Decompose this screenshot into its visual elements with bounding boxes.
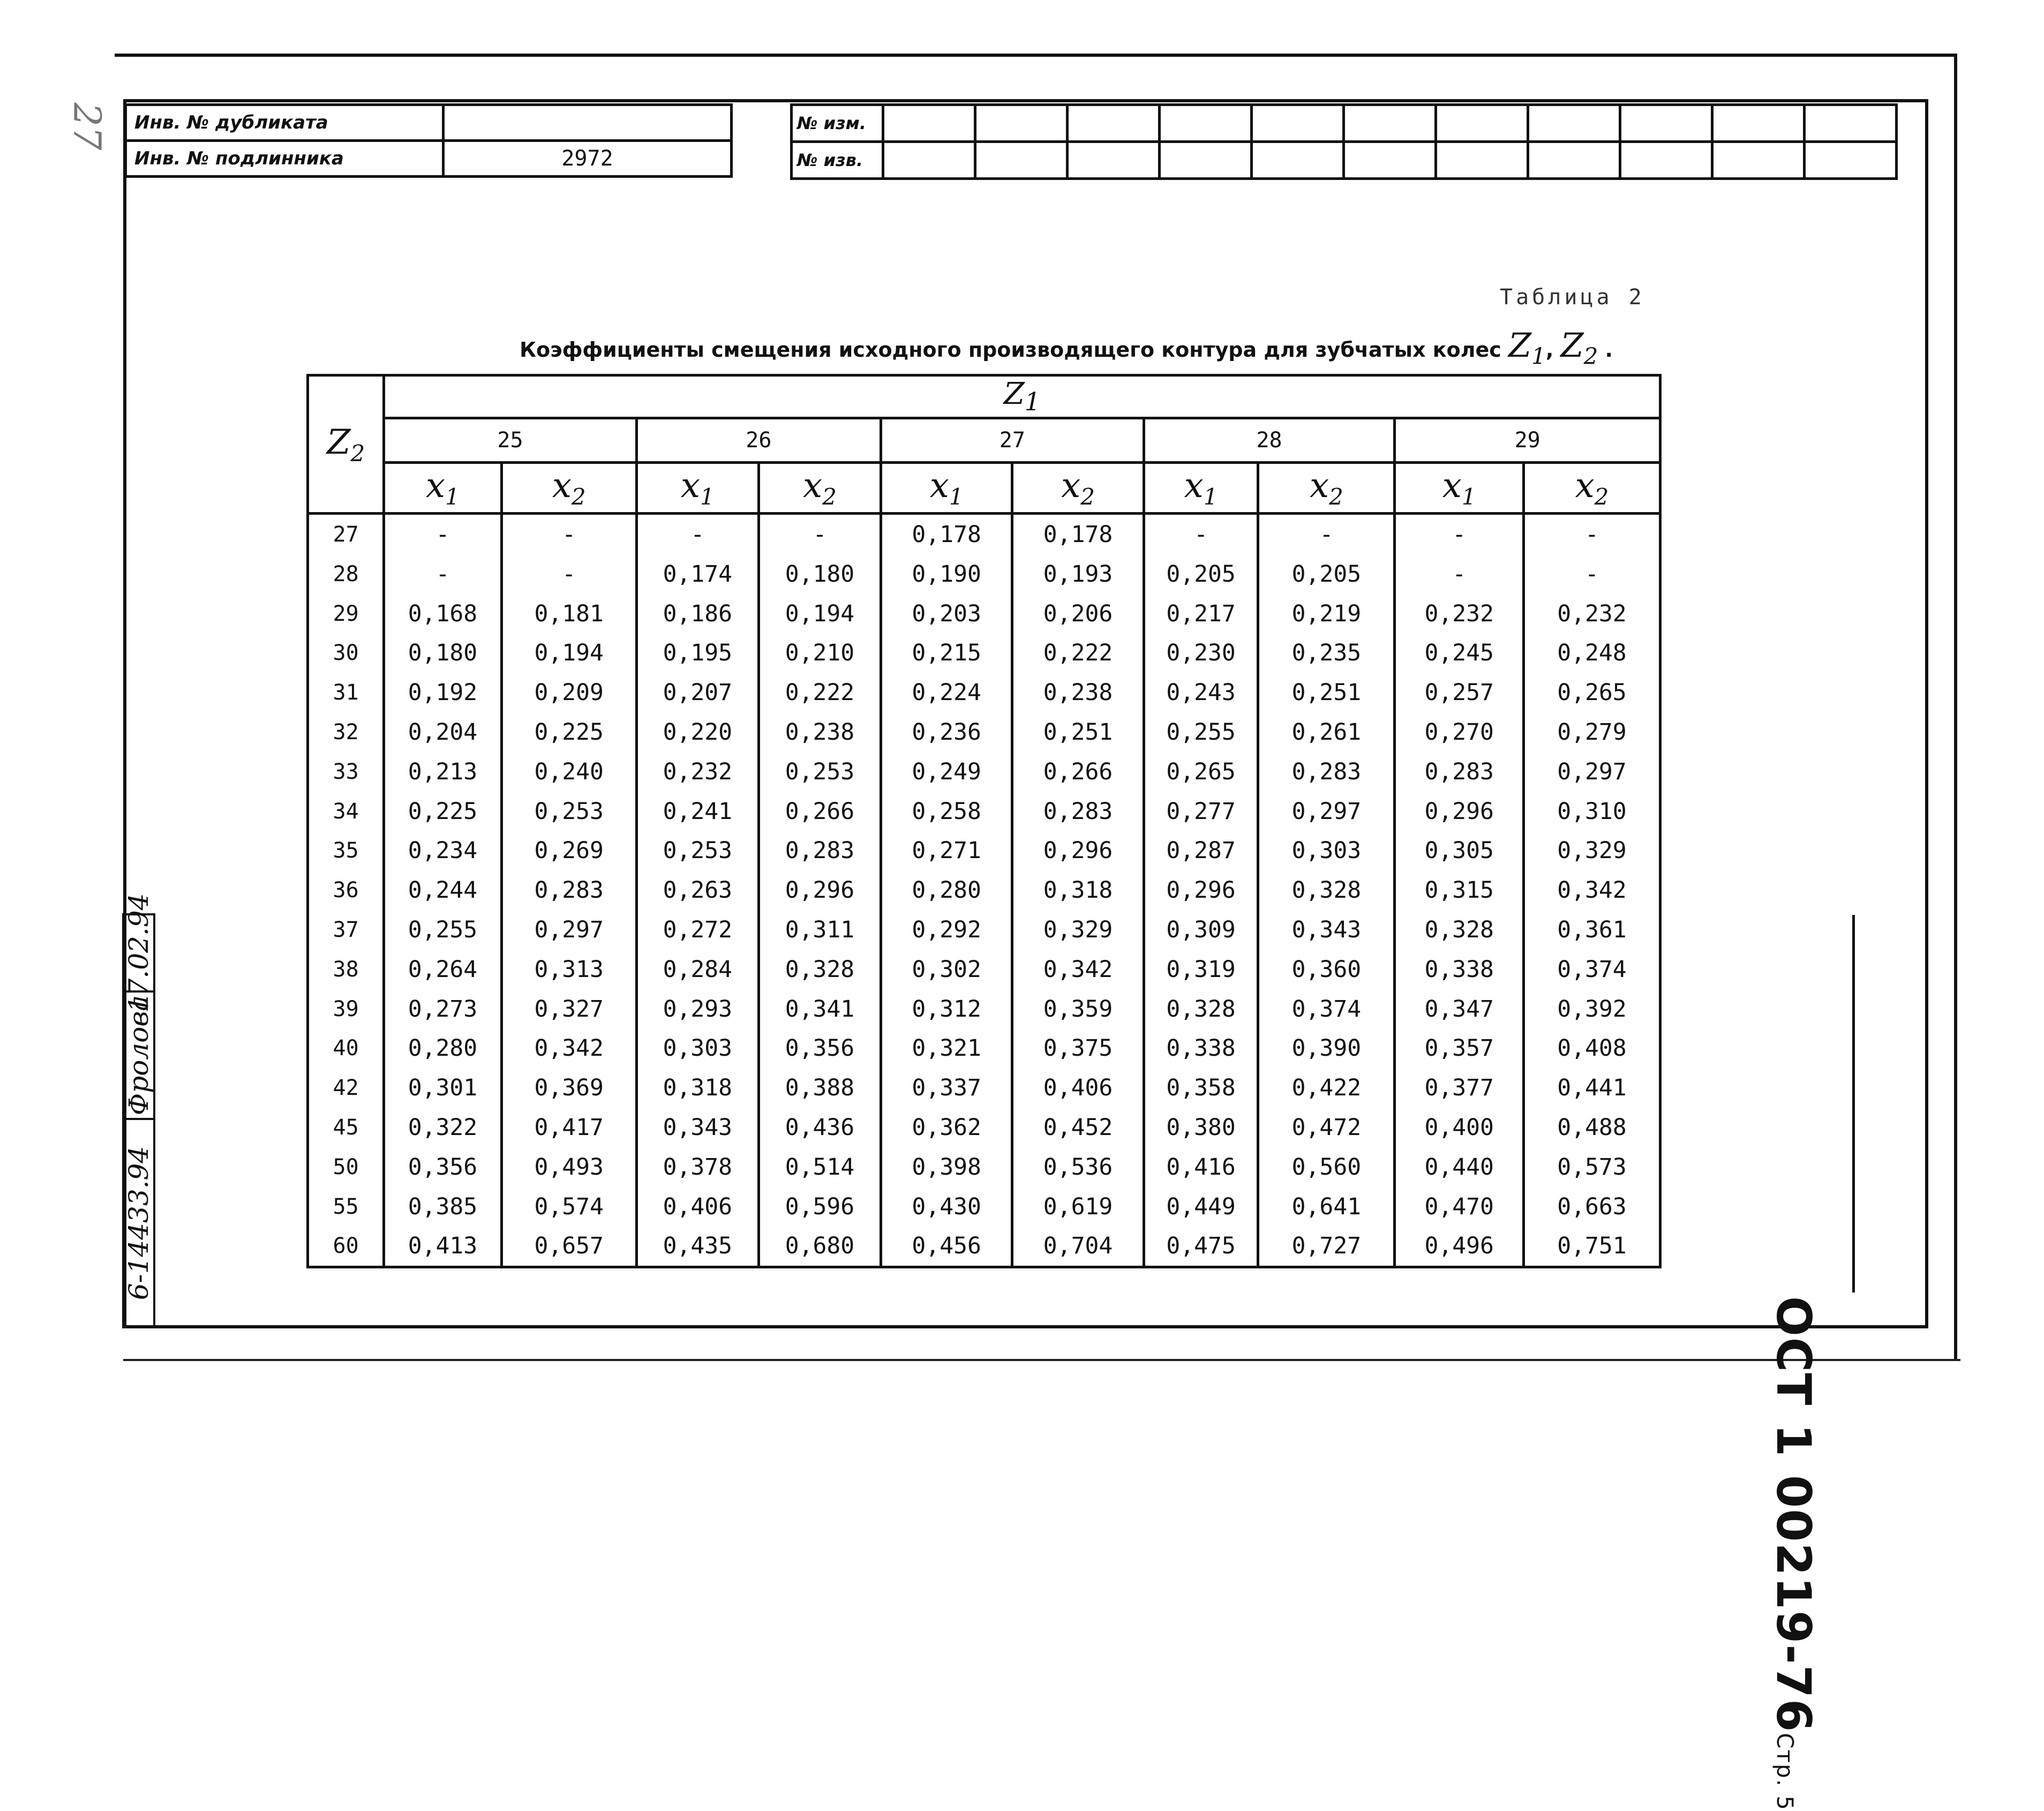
coefficient-cell: 0,328 — [1144, 989, 1258, 1029]
coefficient-cell: 0,338 — [1395, 950, 1524, 989]
coefficient-cell: 0,375 — [1012, 1029, 1144, 1069]
coefficient-cell: 0,356 — [384, 1147, 501, 1187]
coefficient-cell: 0,430 — [881, 1187, 1012, 1227]
coefficient-cell: 0,663 — [1523, 1187, 1660, 1227]
coefficient-cell: 0,257 — [1395, 673, 1524, 712]
coefficient-cell: 0,342 — [1523, 870, 1660, 910]
coefficient-cell: 0,377 — [1395, 1068, 1524, 1108]
revision-cell — [1620, 105, 1712, 142]
coefficient-cell: 0,279 — [1523, 712, 1660, 752]
registration-number: 6-14433.94 — [124, 1118, 153, 1326]
coefficient-cell: 0,456 — [881, 1227, 1012, 1267]
coefficient-cell: 0,475 — [1144, 1227, 1258, 1267]
coefficient-cell: 0,362 — [881, 1108, 1012, 1147]
coefficient-cell: 0,318 — [636, 1068, 758, 1108]
coefficient-cell: 0,215 — [881, 634, 1012, 673]
coefficient-cell: 0,180 — [384, 634, 501, 673]
coefficient-cell: - — [1523, 554, 1660, 594]
coefficient-cell: 0,514 — [758, 1147, 881, 1187]
table-row — [308, 554, 1660, 594]
coefficient-cell: 0,727 — [1258, 1227, 1395, 1267]
coefficient-cell: 0,283 — [1258, 752, 1395, 792]
notice-cell — [1344, 142, 1436, 179]
coefficient-cell: 0,358 — [1144, 1068, 1258, 1108]
coefficient-cell: 0,240 — [501, 752, 636, 792]
notice-cell — [1160, 142, 1252, 179]
revision-cell — [1712, 105, 1805, 142]
coefficient-cell: 0,360 — [1258, 950, 1395, 989]
table-row — [308, 634, 1660, 673]
coefficient-cell: - — [758, 514, 881, 554]
z2-cell: 27 — [308, 514, 384, 554]
coefficient-cell: - — [636, 514, 758, 554]
coefficient-cell: 0,342 — [1012, 950, 1144, 989]
coefficient-cell: 0,193 — [1012, 554, 1144, 594]
coefficient-cell: 0,269 — [501, 831, 636, 871]
coefficient-cell: 0,378 — [636, 1147, 758, 1187]
coefficient-cell: 0,232 — [636, 752, 758, 792]
coefficient-cell: 0,277 — [1144, 792, 1258, 831]
x2-header: $x_2$ — [758, 463, 881, 514]
coefficient-cell: 0,313 — [501, 950, 636, 989]
page-number: Стр. 5 — [1772, 1733, 1798, 1811]
z2-cell: 30 — [308, 634, 384, 673]
table-row — [308, 950, 1660, 989]
coefficient-cell: 0,192 — [384, 673, 501, 712]
z2-cell: 60 — [308, 1227, 384, 1267]
coefficient-cell: 0,380 — [1144, 1108, 1258, 1147]
z2-cell: 39 — [308, 989, 384, 1029]
coefficient-cell: 0,392 — [1523, 989, 1660, 1029]
coefficient-cell: 0,574 — [501, 1187, 636, 1227]
coefficient-cell: - — [501, 554, 636, 594]
coefficient-cell: - — [384, 554, 501, 594]
coefficient-cell: 0,209 — [501, 673, 636, 712]
coefficient-cell: 0,186 — [636, 594, 758, 634]
coefficient-cell: 0,287 — [1144, 831, 1258, 871]
coefficient-cell: 0,180 — [758, 554, 881, 594]
coefficient-cell: 0,342 — [501, 1029, 636, 1069]
coefficient-cell: 0,560 — [1258, 1147, 1395, 1187]
notice-cell — [1620, 142, 1712, 179]
coefficient-cell: 0,194 — [501, 634, 636, 673]
coefficient-cell: 0,266 — [1012, 752, 1144, 792]
table-row — [308, 831, 1660, 871]
coefficient-cell: 0,265 — [1523, 673, 1660, 712]
z2-cell: 50 — [308, 1147, 384, 1187]
coefficient-cell: 0,232 — [1523, 594, 1660, 634]
z2-cell: 29 — [308, 594, 384, 634]
coefficient-table — [306, 374, 1662, 1268]
coefficient-cell: 0,271 — [881, 831, 1012, 871]
coefficient-cell: 0,244 — [384, 870, 501, 910]
x1-header: $x_1$ — [636, 463, 758, 514]
notice-cell — [1252, 142, 1344, 179]
revision-cell — [975, 105, 1068, 142]
coefficient-cell: 0,266 — [758, 792, 881, 831]
coefficient-cell: 0,210 — [758, 634, 881, 673]
coefficient-cell: 0,337 — [881, 1068, 1012, 1108]
coefficient-cell: 0,204 — [384, 712, 501, 752]
coefficient-cell: 0,385 — [384, 1187, 501, 1227]
z1-value-header: 26 — [636, 418, 881, 463]
coefficient-cell: 0,203 — [881, 594, 1012, 634]
coefficient-cell: 0,704 — [1012, 1227, 1144, 1267]
coefficient-cell: 0,292 — [881, 910, 1012, 950]
z2-cell: 42 — [308, 1068, 384, 1108]
coefficient-cell: 0,238 — [758, 712, 881, 752]
coefficient-cell: 0,619 — [1012, 1187, 1144, 1227]
coefficient-cell: 0,168 — [384, 594, 501, 634]
revision-cell — [1068, 105, 1160, 142]
coefficient-cell: 0,657 — [501, 1227, 636, 1267]
notice-cell — [975, 142, 1068, 179]
revision-row-1 — [792, 105, 1897, 142]
coefficient-cell: 0,390 — [1258, 1029, 1395, 1069]
coefficient-cell: 0,472 — [1258, 1108, 1395, 1147]
coefficient-cell: 0,296 — [1144, 870, 1258, 910]
coefficient-cell: 0,680 — [758, 1227, 881, 1267]
designation-rule — [1852, 915, 1855, 1293]
coefficient-cell: 0,361 — [1523, 910, 1660, 950]
coefficient-cell: 0,303 — [636, 1029, 758, 1069]
notice-cell — [1712, 142, 1805, 179]
coefficient-cell: 0,265 — [1144, 752, 1258, 792]
z2-cell: 32 — [308, 712, 384, 752]
coefficient-cell: 0,318 — [1012, 870, 1144, 910]
table-row — [308, 594, 1660, 634]
table-row — [308, 1187, 1660, 1227]
coefficient-cell: 0,174 — [636, 554, 758, 594]
margin-mark: 27 — [65, 102, 109, 151]
coefficient-cell: 0,435 — [636, 1227, 758, 1267]
registration-date: 17.02.94 — [123, 893, 154, 1013]
coefficient-cell: 0,440 — [1395, 1147, 1524, 1187]
coefficient-cell: 0,641 — [1258, 1187, 1395, 1227]
table-row — [308, 1147, 1660, 1187]
coefficient-cell: 0,293 — [636, 989, 758, 1029]
coefficient-cell: 0,301 — [384, 1068, 501, 1108]
coefficient-cell: 0,195 — [636, 634, 758, 673]
coefficient-cell: 0,573 — [1523, 1147, 1660, 1187]
table-row — [308, 514, 1660, 554]
coefficient-cell: 0,356 — [758, 1029, 881, 1069]
coefficient-cell: 0,417 — [501, 1108, 636, 1147]
revision-cell — [1344, 105, 1436, 142]
notice-label: № изв. — [792, 142, 883, 179]
coefficient-cell: 0,441 — [1523, 1068, 1660, 1108]
coefficient-cell: 0,234 — [384, 831, 501, 871]
dup-label: Инв. № дубликата — [126, 105, 444, 141]
coefficient-cell: 0,284 — [636, 950, 758, 989]
notice-cell — [1068, 142, 1160, 179]
coefficient-cell: - — [1523, 514, 1660, 554]
coefficient-cell: 0,280 — [881, 870, 1012, 910]
coefficient-cell: 0,436 — [758, 1108, 881, 1147]
coefficient-cell: 0,369 — [501, 1068, 636, 1108]
coefficient-cell: 0,241 — [636, 792, 758, 831]
x2-header: $x_2$ — [1012, 463, 1144, 514]
revision-cell — [1528, 105, 1620, 142]
coefficient-cell: 0,310 — [1523, 792, 1660, 831]
coefficient-cell: 0,329 — [1523, 831, 1660, 871]
coefficient-cell: 0,328 — [1395, 910, 1524, 950]
coefficient-cell: 0,296 — [1012, 831, 1144, 871]
coefficient-cell: 0,496 — [1395, 1227, 1524, 1267]
coefficient-cell: 0,398 — [881, 1147, 1012, 1187]
x1-header: $x_1$ — [384, 463, 501, 514]
coefficient-cell: 0,297 — [1258, 792, 1395, 831]
coefficient-cell: 0,205 — [1144, 554, 1258, 594]
coefficient-cell: 0,449 — [1144, 1187, 1258, 1227]
z2-cell: 34 — [308, 792, 384, 831]
coefficient-cell: - — [1258, 514, 1395, 554]
coefficient-cell: 0,283 — [501, 870, 636, 910]
table-row — [308, 1029, 1660, 1069]
table-row — [308, 1108, 1660, 1147]
coefficient-cell: 0,225 — [501, 712, 636, 752]
coefficient-cell: 0,751 — [1523, 1227, 1660, 1267]
coefficient-cell: 0,322 — [384, 1108, 501, 1147]
coefficient-cell: 0,255 — [384, 910, 501, 950]
coefficient-cell: 0,273 — [384, 989, 501, 1029]
coefficient-cell: 0,253 — [636, 831, 758, 871]
coefficient-cell: 0,230 — [1144, 634, 1258, 673]
coefficient-cell: 0,319 — [1144, 950, 1258, 989]
x1-header: $x_1$ — [881, 463, 1012, 514]
coefficient-cell: 0,245 — [1395, 634, 1524, 673]
revision-cell — [1160, 105, 1252, 142]
z2-cell: 35 — [308, 831, 384, 871]
notice-cell — [883, 142, 975, 179]
coefficient-cell: 0,270 — [1395, 712, 1524, 752]
coefficient-cell: 0,248 — [1523, 634, 1660, 673]
x2-header: $x_2$ — [1523, 463, 1660, 514]
registrar-name: Фролова — [124, 990, 153, 1118]
x2-header: $x_2$ — [1258, 463, 1395, 514]
coefficient-cell: 0,315 — [1395, 870, 1524, 910]
table-row — [308, 1068, 1660, 1108]
coefficient-cell: 0,217 — [1144, 594, 1258, 634]
z1-value-header: 29 — [1395, 418, 1660, 463]
coefficient-cell: 0,470 — [1395, 1187, 1524, 1227]
coefficient-cell: 0,205 — [1258, 554, 1395, 594]
revision-cell — [883, 105, 975, 142]
coefficient-cell: 0,406 — [636, 1187, 758, 1227]
z2-cell: 38 — [308, 950, 384, 989]
coefficient-cell: 0,207 — [636, 673, 758, 712]
z2-cell: 31 — [308, 673, 384, 712]
z1-header: $Z_1$ — [384, 375, 1660, 418]
notice-row — [792, 142, 1897, 179]
coefficient-cell: 0,283 — [758, 831, 881, 871]
coefficient-cell: 0,422 — [1258, 1068, 1395, 1108]
coefficient-cell: 0,493 — [501, 1147, 636, 1187]
coefficient-cell: 0,296 — [758, 870, 881, 910]
coefficient-cell: 0,253 — [758, 752, 881, 792]
coefficient-cell: 0,338 — [1144, 1029, 1258, 1069]
coefficient-cell: 0,357 — [1395, 1029, 1524, 1069]
document-designation — [1766, 1296, 1821, 1811]
coefficient-cell: 0,219 — [1258, 594, 1395, 634]
table-row — [308, 792, 1660, 831]
table-row — [308, 870, 1660, 910]
coefficient-cell: 0,283 — [1395, 752, 1524, 792]
stamp-revisions — [790, 103, 1898, 180]
z2-cell: 28 — [308, 554, 384, 594]
orig-value: 2972 — [444, 141, 732, 177]
coefficient-cell: - — [1395, 514, 1524, 554]
table-row — [308, 989, 1660, 1029]
coefficient-cell: 0,374 — [1523, 950, 1660, 989]
z2-cell: 37 — [308, 910, 384, 950]
coefficient-cell: 0,388 — [758, 1068, 881, 1108]
coefficient-cell: 0,243 — [1144, 673, 1258, 712]
x1-header: $x_1$ — [1395, 463, 1524, 514]
coefficient-cell: 0,309 — [1144, 910, 1258, 950]
coefficient-cell: 0,536 — [1012, 1147, 1144, 1187]
revision-cell — [1805, 105, 1897, 142]
z2-cell: 55 — [308, 1187, 384, 1227]
coefficient-cell: 0,596 — [758, 1187, 881, 1227]
coefficient-cell: 0,297 — [501, 910, 636, 950]
z2-cell: 33 — [308, 752, 384, 792]
revision-cell — [1436, 105, 1528, 142]
coefficient-cell: 0,220 — [636, 712, 758, 752]
z2-cell: 40 — [308, 1029, 384, 1069]
notice-cell — [1436, 142, 1528, 179]
coefficient-cell: 0,328 — [1258, 870, 1395, 910]
z2-cell: 45 — [308, 1108, 384, 1147]
coefficient-cell: 0,283 — [1012, 792, 1144, 831]
orig-label: Инв. № подлинника — [126, 141, 444, 177]
z1-value-header: 25 — [384, 418, 637, 463]
coefficient-cell: 0,452 — [1012, 1108, 1144, 1147]
coefficient-cell: 0,305 — [1395, 831, 1524, 871]
coefficient-cell: 0,408 — [1523, 1029, 1660, 1069]
coefficient-cell: 0,194 — [758, 594, 881, 634]
coefficient-cell: 0,416 — [1144, 1147, 1258, 1187]
coefficient-cell: 0,251 — [1258, 673, 1395, 712]
z1-value-header: 27 — [881, 418, 1144, 463]
coefficient-cell: 0,263 — [636, 870, 758, 910]
coefficient-cell: 0,232 — [1395, 594, 1524, 634]
coefficient-cell: 0,303 — [1258, 831, 1395, 871]
registration-stamp — [122, 893, 155, 1328]
coefficient-cell: 0,222 — [758, 673, 881, 712]
coefficient-cell: - — [384, 514, 501, 554]
coefficient-cell: 0,488 — [1523, 1108, 1660, 1147]
notice-cell — [1805, 142, 1897, 179]
z2-header: $Z_2$ — [308, 375, 384, 514]
table-row — [308, 752, 1660, 792]
caption-z2: $Z_2$ — [1560, 326, 1598, 370]
caption-text: Коэффициенты смещения исходного производящего контура для зубчатых колес — [520, 338, 1501, 362]
x1-header: $x_1$ — [1144, 463, 1258, 514]
table-row — [308, 712, 1660, 752]
coefficient-cell: 0,341 — [758, 989, 881, 1029]
notice-cell — [1528, 142, 1620, 179]
coefficient-cell: 0,302 — [881, 950, 1012, 989]
coefficient-cell: 0,181 — [501, 594, 636, 634]
coefficient-cell: 0,400 — [1395, 1108, 1524, 1147]
coefficient-cell: 0,249 — [881, 752, 1012, 792]
coefficient-cell: 0,296 — [1395, 792, 1524, 831]
table-number: Таблица 2 — [1500, 285, 1645, 310]
coefficient-cell: 0,328 — [758, 950, 881, 989]
coefficient-cell: 0,222 — [1012, 634, 1144, 673]
z2-cell: 36 — [308, 870, 384, 910]
coefficient-cell: 0,374 — [1258, 989, 1395, 1029]
coefficient-cell: 0,343 — [1258, 910, 1395, 950]
coefficient-cell: 0,280 — [384, 1029, 501, 1069]
revision-label: № изм. — [792, 105, 883, 142]
coefficient-cell: 0,406 — [1012, 1068, 1144, 1108]
coefficient-cell: 0,238 — [1012, 673, 1144, 712]
coefficient-cell: 0,235 — [1258, 634, 1395, 673]
coefficient-cell: 0,329 — [1012, 910, 1144, 950]
table-row — [308, 910, 1660, 950]
table-row — [308, 673, 1660, 712]
x2-header: $x_2$ — [501, 463, 636, 514]
coefficient-cell: 0,327 — [501, 989, 636, 1029]
coefficient-cell: 0,224 — [881, 673, 1012, 712]
coefficient-cell: 0,347 — [1395, 989, 1524, 1029]
coefficient-cell: 0,213 — [384, 752, 501, 792]
coefficient-cell: 0,206 — [1012, 594, 1144, 634]
coefficient-cell: 0,258 — [881, 792, 1012, 831]
coefficient-cell: 0,272 — [636, 910, 758, 950]
coefficient-cell: 0,261 — [1258, 712, 1395, 752]
coefficient-cell: 0,253 — [501, 792, 636, 831]
z1-value-header: 28 — [1144, 418, 1395, 463]
revision-cell — [1252, 105, 1344, 142]
coefficient-cell: 0,413 — [384, 1227, 501, 1267]
coefficient-cell: 0,311 — [758, 910, 881, 950]
coefficient-cell: 0,297 — [1523, 752, 1660, 792]
coefficient-cell: 0,264 — [384, 950, 501, 989]
stamp-inventory — [124, 103, 733, 178]
caption-z1: $Z_1$ — [1508, 326, 1546, 370]
designation-code: ОСТ 1 00219-76 — [1766, 1296, 1821, 1733]
table-caption: Коэффициенты смещения исходного производящего контура для зубчатых колес $Z_1$, $Z_2$ . — [520, 326, 1613, 370]
coefficient-cell: - — [501, 514, 636, 554]
coefficient-cell: 0,225 — [384, 792, 501, 831]
coefficient-cell: 0,343 — [636, 1108, 758, 1147]
table-row — [308, 1227, 1660, 1267]
bottom-rule — [123, 1359, 1960, 1361]
dup-value — [444, 105, 732, 141]
coefficient-cell: 0,251 — [1012, 712, 1144, 752]
coefficient-cell: 0,255 — [1144, 712, 1258, 752]
coefficient-cell: 0,178 — [881, 514, 1012, 554]
coefficient-cell: 0,321 — [881, 1029, 1012, 1069]
coefficient-cell: 0,359 — [1012, 989, 1144, 1029]
coefficient-cell: 0,312 — [881, 989, 1012, 1029]
coefficient-cell: 0,190 — [881, 554, 1012, 594]
coefficient-cell: - — [1395, 554, 1524, 594]
coefficient-cell: 0,178 — [1012, 514, 1144, 554]
coefficient-cell: 0,236 — [881, 712, 1012, 752]
coefficient-cell: - — [1144, 514, 1258, 554]
